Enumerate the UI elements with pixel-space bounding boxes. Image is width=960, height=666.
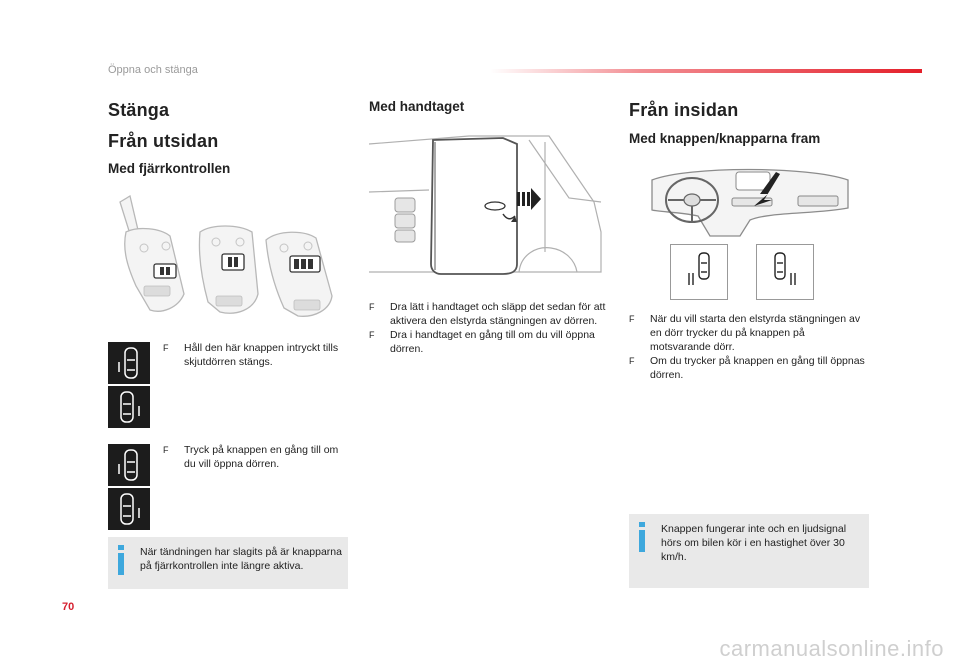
section-header: Öppna och stänga — [108, 64, 198, 76]
door-open-picto — [108, 488, 150, 530]
handle-heading: Med handtaget — [369, 99, 465, 114]
right-door-button-picto — [756, 244, 814, 300]
door-close-picto — [108, 444, 150, 486]
front-buttons-heading: Med knappen/knapparna fram — [629, 131, 821, 146]
list-item: F När du vill starta den elstyrda stängningen av en dörr trycker du på knappen på motsvarande dörr. — [629, 313, 861, 353]
title-inside: Från insidan — [629, 100, 739, 120]
info-icon — [635, 522, 649, 552]
bullets-a — [163, 341, 343, 369]
door-close-picto — [108, 342, 150, 384]
bullets-b — [163, 443, 343, 471]
list-item: F Tryck på knappen en gång till om du vill öppna dörren. — [163, 444, 339, 470]
info-box-left: När tändningen har slagits på är knapparna på fjärrkontrollen inte längre aktiva. — [108, 537, 348, 589]
info-box-right: Knappen fungerar inte och en ljudsignal hörs om bilen kör i en hastighet över 30 km/h. — [629, 514, 869, 588]
left-door-button-picto — [670, 244, 728, 300]
dashboard-icon — [648, 160, 852, 240]
info-icon — [114, 545, 128, 575]
watermark: carmanualsonline.info — [719, 636, 944, 661]
header-accent-bar — [490, 69, 922, 73]
remote-heading: Med fjärrkontrollen — [108, 161, 231, 176]
remote-key-icon — [108, 190, 348, 328]
page-number: 70 — [62, 601, 75, 613]
door-open-picto — [108, 386, 150, 428]
list-item: F Om du trycker på knappen en gång till öppnas dörren. — [629, 355, 865, 381]
list-item: F Dra lätt i handtaget och släpp det sedan för att aktivera den elstyrda stängningen av dörren. — [369, 301, 606, 327]
bullets-middle — [369, 300, 609, 356]
list-item: F Håll den här knappen intryckt tills skjutdörren stängs. — [163, 342, 339, 368]
bullets-right — [629, 312, 867, 382]
page-title: Stänga — [108, 100, 170, 120]
list-item: F Dra i handtaget en gång till om du vill öppna dörren. — [369, 329, 595, 355]
subtitle-outside: Från utsidan — [108, 131, 219, 151]
van-door-icon — [369, 132, 609, 290]
